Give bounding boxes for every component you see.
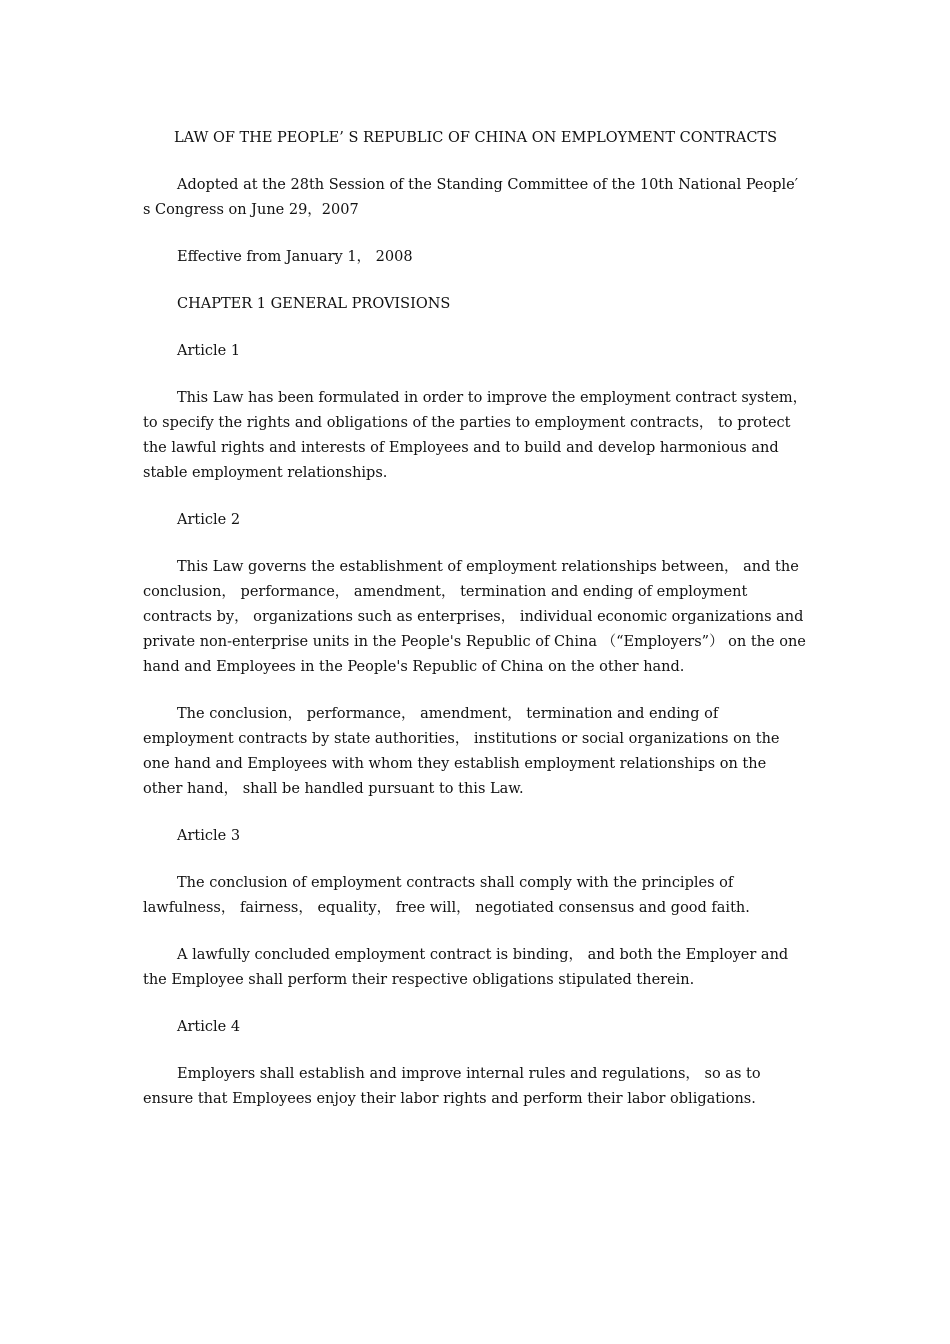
document-title: LAW OF THE PEOPLE’ S REPUBLIC OF CHINA ON EMPLOYMENT CONTRACTS <box>173 130 778 146</box>
article-3-heading: Article 3 <box>177 828 241 844</box>
article-1-paragraph: This Law has been formulated in order to improve the employment contract system， to specify the rights and obligations of the parties to employment contracts， to protect the lawful rights and interests of Employees and to build and develop harmonious and stable employment relationships. <box>143 390 808 481</box>
document-body <box>143 126 808 1134</box>
article-2-paragraph: The conclusion， performance， amendment， termination and ending of employment contracts by state authorities， institutions or social organizations on the one hand and Employees with whom they establish employment relationships on the other hand， shall be handled pursuant to this Law. <box>143 706 780 797</box>
effective-date: Effective from January 1， 2008 <box>177 249 413 265</box>
article-3-paragraph: The conclusion of employment contracts shall comply with the principles of lawfulness， fairness， equality， free will， negotiated consensus and good faith. <box>143 875 750 916</box>
article-1-heading: Article 1 <box>177 343 241 359</box>
article-4-paragraph: Employers shall establish and improve internal rules and regulations， so as to ensure that Employees enjoy their labor rights and perform their labor obligations. <box>143 1066 761 1107</box>
article-3-paragraph: A lawfully concluded employment contract is binding， and both the Employer and the Employee shall perform their respective obligations stipulated therein. <box>143 947 789 988</box>
article-2-paragraph: This Law governs the establishment of employment relationships between， and the conclusion， performance， amendment， termination and ending of employment contracts by， organizations such as enterprises， individual economic organizations and private non-enterprise units in the People's Republic of China （“Employers”） on the one hand and Employees in the People's Republic of China on the other hand. <box>143 559 806 675</box>
article-4-heading: Article 4 <box>177 1019 241 1035</box>
chapter-heading: CHAPTER 1 GENERAL PROVISIONS <box>177 296 451 312</box>
adoption-note: Adopted at the 28th Session of the Standing Committee of the 10th National People′ s Congress on June 29，2007 <box>143 177 799 218</box>
article-2-heading: Article 2 <box>177 512 241 528</box>
